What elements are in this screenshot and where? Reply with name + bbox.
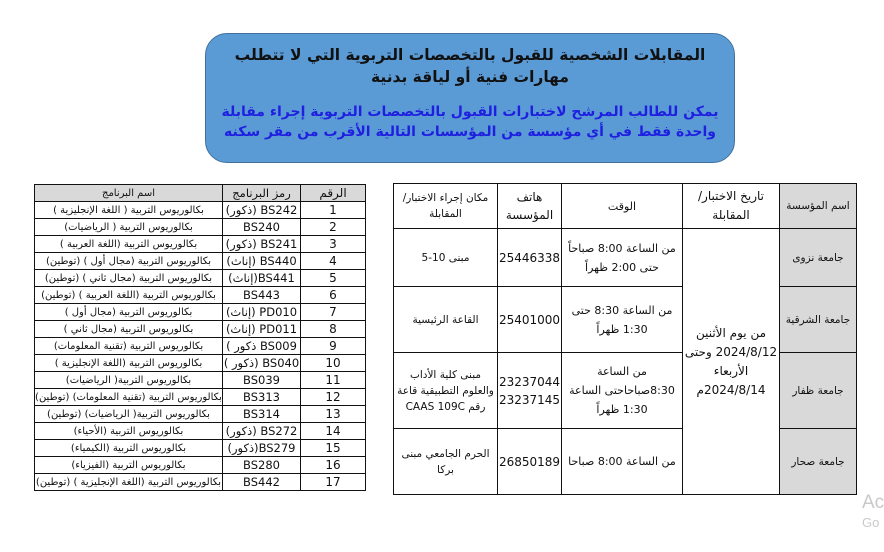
place-cell: مبنى 10-5 [394, 229, 498, 287]
table-row [35, 457, 366, 474]
watermark-line-1: Ac [862, 492, 884, 513]
table-row [35, 304, 366, 321]
programs-table-header [35, 185, 366, 202]
header-institution: اسم المؤسسة [780, 184, 857, 229]
name-cell: بكالوريوس التربية( الرياضيات) (توطين) [35, 406, 223, 423]
number-cell: 3 [301, 236, 366, 253]
table-row [394, 353, 857, 429]
phone-cell: 26850189 [498, 429, 562, 495]
code-cell: BS441(إناث) [223, 270, 301, 287]
number-cell: 13 [301, 406, 366, 423]
table-row [35, 287, 366, 304]
number-cell: 5 [301, 270, 366, 287]
institution-cell: جامعة ظفار [780, 353, 857, 429]
phone-cell: 23237044 23237145 [498, 353, 562, 429]
table-row [394, 429, 857, 495]
institution-cell: جامعة نزوى [780, 229, 857, 287]
place-cell: القاعة الرئيسية [394, 287, 498, 353]
number-cell: 6 [301, 287, 366, 304]
table-row [35, 321, 366, 338]
header-phone: هاتف المؤسسة [498, 184, 562, 229]
table-row [35, 389, 366, 406]
name-cell: بكالوريوس التربية (مجال ثاني ) (توطين) [35, 270, 223, 287]
name-cell: بكالوريوس التربية (اللغة العربية ) (توطين) [35, 287, 223, 304]
number-cell: 8 [301, 321, 366, 338]
number-cell: 1 [301, 202, 366, 219]
code-cell: BS314 [223, 406, 301, 423]
code-cell: BS442 [223, 474, 301, 491]
name-cell: بكالوريوس التربية (مجال أول ) [35, 304, 223, 321]
place-cell: مبنى كلية الأداب والعلوم التطبيقية قاعة رقم CAAS 109C [394, 353, 498, 429]
number-cell: 12 [301, 389, 366, 406]
number-cell: 15 [301, 440, 366, 457]
time-cell: من الساعة 8:00 صباحاً حتى 2:00 ظهراً [562, 229, 683, 287]
institution-cell: جامعة الشرقية [780, 287, 857, 353]
code-cell: BS272 (ذكور) [223, 423, 301, 440]
number-cell: 9 [301, 338, 366, 355]
name-cell: بكالوريوس التربية ( اللغة الإنجليزية ) [35, 202, 223, 219]
header-date: تاريخ الاختبار/المقابلة [683, 184, 780, 229]
code-cell: BS280 [223, 457, 301, 474]
name-cell: بكالوريوس التربية (اللغة الإنجليزية ) (توطين) [35, 474, 223, 491]
page-subtitle: يمكن للطالب المرشح لاختبارات القبول بالتخصصات التربوية إجراء مقابلة واحدة فقط في أي مؤسسة من المؤسسات التالية الأقرب من مقر سكنه [221, 104, 719, 140]
time-cell: من الساعة 8:00 صباحا [562, 429, 683, 495]
header-number: الرقم [301, 185, 366, 202]
code-cell: BS242 (ذكور) [223, 202, 301, 219]
watermark-line-2: Go [862, 515, 880, 530]
table-row [35, 355, 366, 372]
header-time: الوقت [562, 184, 683, 229]
code-cell: PD010 (إناث) [223, 304, 301, 321]
name-cell: بكالوريوس التربية (مجال ثاني ) [35, 321, 223, 338]
name-cell: بكالوريوس التربية (اللغة الإنجليزية ) [35, 355, 223, 372]
code-cell: BS279(ذكور) [223, 440, 301, 457]
code-cell: BS009 ذكور ) [223, 338, 301, 355]
date-cell: من يوم الأثنين 2024/8/12 وحتى الأربعاء 2024/8/14م [683, 229, 780, 495]
interviews-table-header [394, 184, 857, 229]
name-cell: بكالوريوس التربية ( الرياضيات) [35, 219, 223, 236]
number-cell: 4 [301, 253, 366, 270]
institution-cell: جامعة صحار [780, 429, 857, 495]
programs-table-body [35, 202, 366, 491]
table-row [35, 474, 366, 491]
number-cell: 11 [301, 372, 366, 389]
programs-table [34, 184, 366, 491]
table-row [35, 202, 366, 219]
table-row [35, 406, 366, 423]
title-banner [205, 33, 735, 163]
table-row [35, 253, 366, 270]
table-row [35, 338, 366, 355]
table-row [35, 236, 366, 253]
table-row [394, 229, 857, 287]
place-cell: الحرم الجامعي مبنى بركا [394, 429, 498, 495]
name-cell: بكالوريوس التربية (تقنية المعلومات) [35, 338, 223, 355]
table-row [35, 372, 366, 389]
code-cell: BS313 [223, 389, 301, 406]
phone-cell: 25401000 [498, 287, 562, 353]
code-cell: BS440 (إناث) [223, 253, 301, 270]
table-row [394, 287, 857, 353]
number-cell: 7 [301, 304, 366, 321]
activation-watermark [862, 492, 884, 532]
number-cell: 17 [301, 474, 366, 491]
table-row [35, 440, 366, 457]
number-cell: 16 [301, 457, 366, 474]
table-row [35, 270, 366, 287]
name-cell: بكالوريوس التربية (الأحياء) [35, 423, 223, 440]
name-cell: بكالوريوس التربية (الفيزياء) [35, 457, 223, 474]
code-cell: BS040 (ذكور ) [223, 356, 300, 370]
interviews-table [393, 183, 857, 495]
number-cell: 2 [301, 219, 366, 236]
number-cell: 14 [301, 423, 366, 440]
name-cell: بكالوريوس التربية (مجال أول ) (توطين) [35, 253, 223, 270]
time-cell: من الساعة 8:30صباحاحتى الساعة 1:30 ظهراً [562, 353, 683, 429]
code-cell: BS443 [223, 287, 301, 304]
name-cell: بكالوريوس التربية (اللغة العربية ) [35, 236, 223, 253]
header-place: مكان إجراء الاختبار/المقابلة [394, 184, 498, 229]
name-cell: بكالوريوس التربية (الكيمياء) [35, 440, 223, 457]
code-cell: PD011 (إناث) [223, 321, 301, 338]
name-cell: بكالوريوس التربية (تقنية المعلومات) (توطين) [35, 389, 223, 406]
name-cell: بكالوريوس التربية( الرياضيات) [35, 372, 223, 389]
header-name: اسم البرنامج [35, 185, 223, 202]
code-cell: BS039 [223, 372, 301, 389]
phone-cell: 25446338 [498, 229, 562, 287]
table-row [35, 219, 366, 236]
table-row [35, 423, 366, 440]
code-cell: BS240 [223, 219, 301, 236]
code-cell: BS241 (ذكور) [223, 236, 301, 253]
page-title: المقابلات الشخصية للقبول بالتخصصات التربوية التي لا تتطلب مهارات فنية أو لياقة بدنية [234, 46, 706, 86]
number-cell: 10 [301, 355, 366, 372]
header-code: رمز البرنامج [223, 185, 301, 202]
time-cell: من الساعة 8:30 حتى 1:30 ظهراً [562, 287, 683, 353]
